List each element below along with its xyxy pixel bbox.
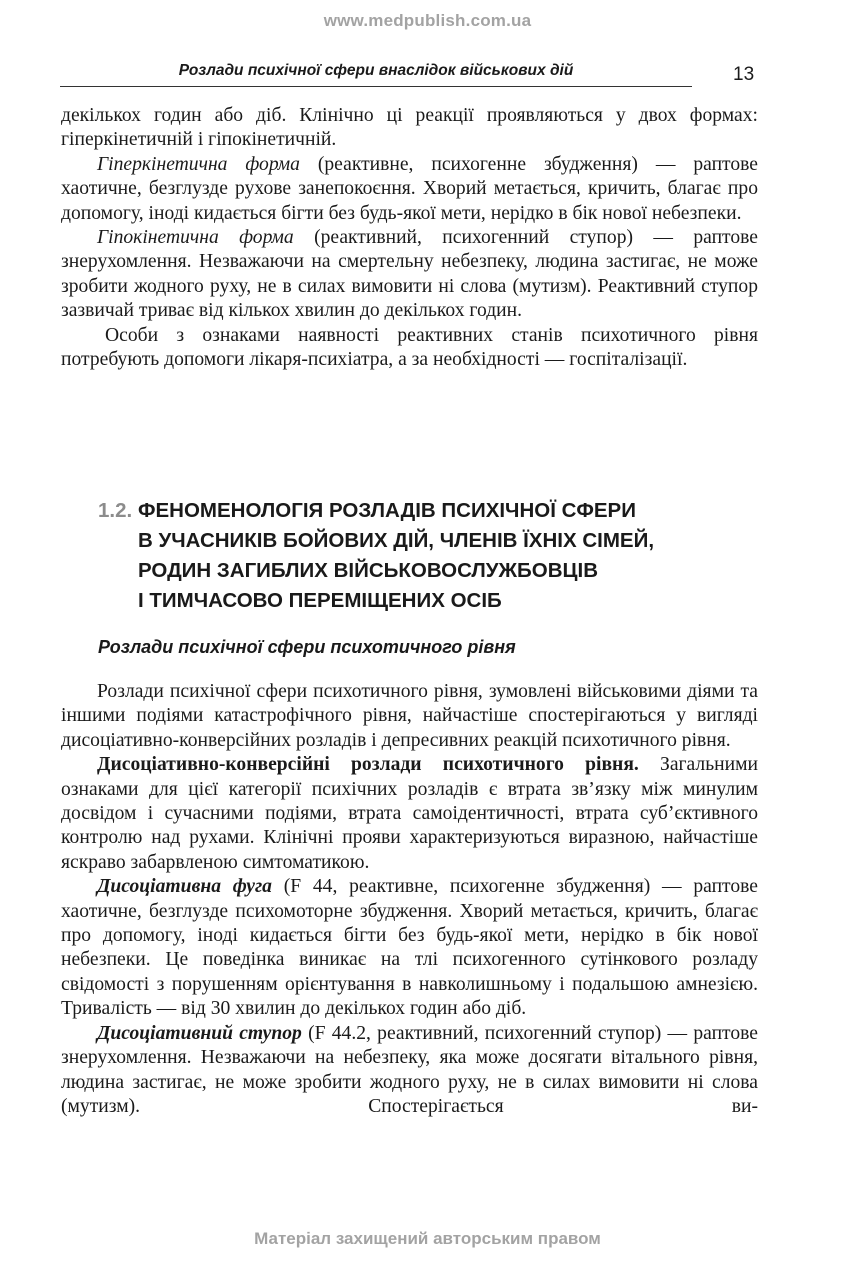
running-head: Розлади психічної сфери внаслідок військових дій xyxy=(178,62,574,79)
paragraph-text: Загальними ознаками для цієї категорії психічних розладів є втрата зв’язку між минулим досвідом і сучасними подіями, втрата самоідентичності, втрата суб’єктивного контролю над рухами. Клінічні прояви характеризуються виразною, найчастіше яскраво забарвленою симтоматикою. xyxy=(61,754,758,873)
paragraph xyxy=(61,324,758,373)
paragraph-text: (F 44, реактивне, психогенне збудження) — раптове хаотичне, безглузде психомоторне збудження. Хворий метається, кричить, благає про допомогу, іноді кидається бігти без будь-якої мети, нерідко в бік нової небезпеки. Це поведінка виникає на тлі психогенного сутінкового розладу свідомості з порушенням орієнтування в навколишньому і подальшою амнезією. Тривалість — від 30 хвилин до декількох годин або діб. xyxy=(61,876,758,1020)
watermark-top: www.medpublish.com.ua xyxy=(323,11,532,30)
paragraph xyxy=(61,680,758,753)
section-title-line: РОДИН ЗАГИБЛИХ ВІЙСЬКОВОСЛУЖБОВЦІВ xyxy=(138,559,599,582)
subsection-heading: Розлади психічної сфери психотичного рівня xyxy=(98,637,516,657)
paragraph-text: (реактивний, психогенний ступор) — раптове знерухомлення. Незважаючи на смертельну небезпеку, людина застигає, не може зробити жодного руху, не в силах вимовити ні слова (мутизм). Реактивний ступор зазвичай триває від кількох хвилин до декількох годин. xyxy=(61,227,758,322)
term-hypokinetic: Гіпокінетична форма xyxy=(97,227,294,249)
body-text-bottom xyxy=(61,680,758,1119)
paragraph xyxy=(61,226,758,324)
paragraph-text: декількох годин або діб. Клінічно ці реакції проявляються у двох формах: гіперкінетичній і гіпокінетичній. xyxy=(61,105,758,151)
paragraph-text: (F 44.2, реактивний, психогенний ступор) — раптове знерухомлення. Незважаючи на небезпеку, яка може досягати вітального рівня, людина застигає, не може зробити жодного руху, не в силах вимовити ні слова (мутизм). Спостерігається ви- xyxy=(61,1022,758,1117)
page-number: 13 xyxy=(733,64,755,85)
term-hyperkinetic: Гіперкінетична форма xyxy=(97,153,300,175)
watermark-bottom: Матеріал захищений авторським правом xyxy=(254,1229,601,1248)
term-dissociative-conversion: Дисоціативно-конверсійні розлади психотичного рівня. xyxy=(97,754,639,776)
term-dissociative-stupor: Дисоціативний ступор xyxy=(97,1022,302,1044)
section-title-line: І ТИМЧАСОВО ПЕРЕМІЩЕНИХ ОСІБ xyxy=(138,589,502,612)
section-title-line: В УЧАСНИКІВ БОЙОВИХ ДІЙ, ЧЛЕНІВ ЇХНІХ СІМЕЙ, xyxy=(138,529,655,552)
paragraph xyxy=(61,753,758,875)
paragraph xyxy=(61,1022,758,1120)
section-title xyxy=(138,496,654,616)
paragraph xyxy=(61,104,758,153)
paragraph-text: (реактивне, психогенне збудження) — раптове хаотичне, безглузде рухове занепокоєння. Хворий метається, кричить, благає про допомогу, іноді кидається бігти без будь-якої мети, нерідко в бік нової небезпеки. xyxy=(61,153,758,224)
body-text-top xyxy=(61,104,758,372)
paragraph-text: Особи з ознаками наявності реактивних станів психотичного рівня потребують допомоги лікаря-психіатра, а за необхідності — госпіталізації. xyxy=(61,324,758,371)
term-dissociative-fugue: Дисоціативна фуга xyxy=(97,876,272,898)
section-title-line: ФЕНОМЕНОЛОГІЯ РОЗЛАДІВ ПСИХІЧНОЇ СФЕРИ xyxy=(138,499,636,522)
section-number: 1.2. xyxy=(98,499,133,522)
paragraph xyxy=(61,875,758,1021)
header-rule xyxy=(60,86,692,87)
paragraph-text: Розлади психічної сфери психотичного рівня, зумовлені військовими діями та іншими подіями катастрофічного рівня, найчастіше спостерігаються у вигляді дисоціативно-конверсійних розладів і депресивних реакцій психотичного рівня. xyxy=(61,681,758,751)
section-heading xyxy=(98,496,778,616)
paragraph xyxy=(61,153,758,226)
